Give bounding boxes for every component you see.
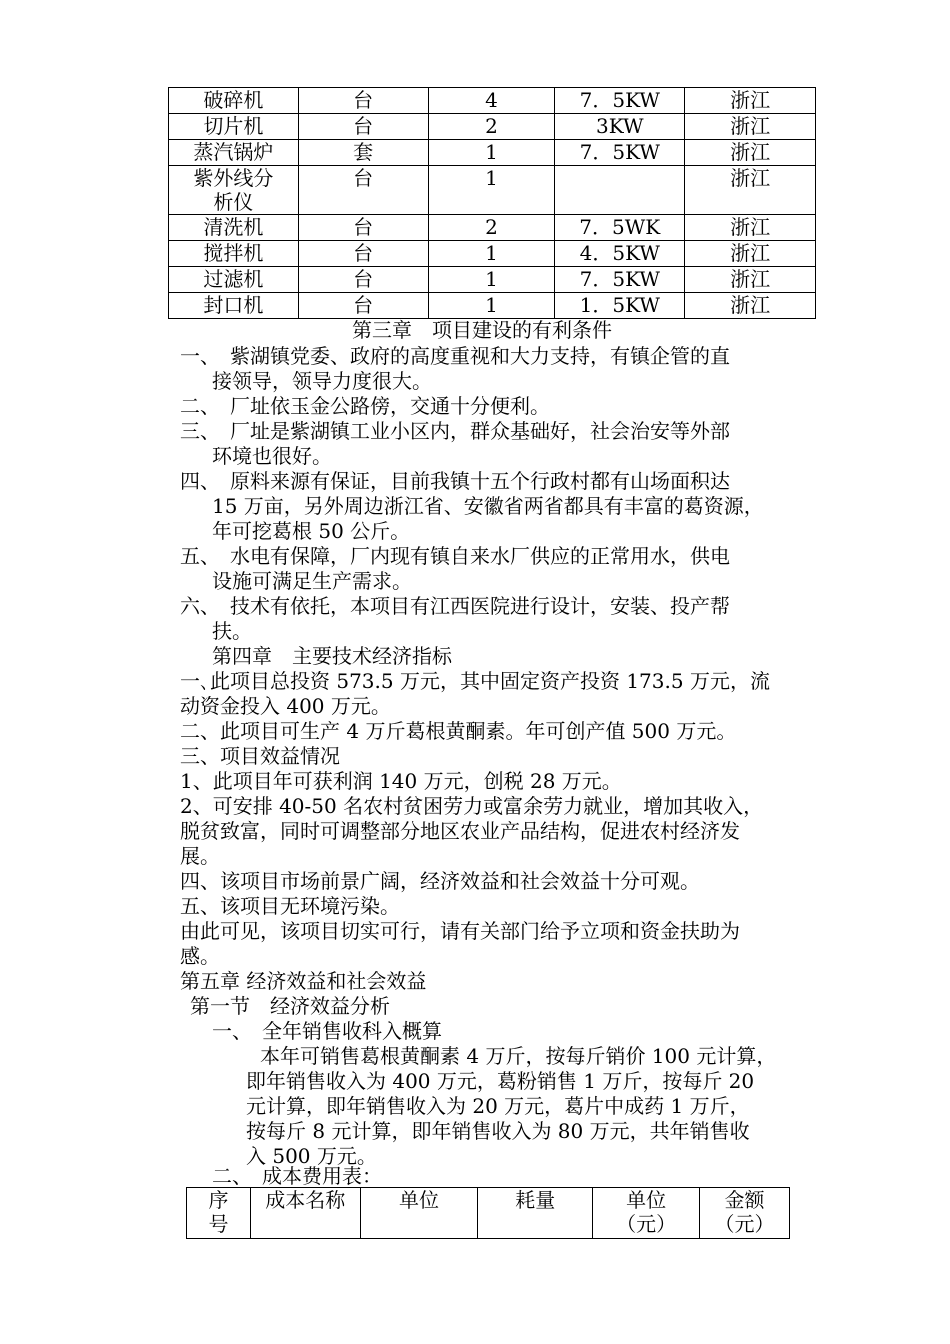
equipment-name-cell: 蒸汽锅炉 — [169, 140, 299, 166]
origin-cell: 浙江 — [685, 241, 816, 267]
power-cell: 7．5WK — [555, 215, 685, 241]
header-cell-cost-name — [250, 1188, 360, 1239]
power-cell: 7．5KW — [555, 140, 685, 166]
header-cell-serial — [187, 1188, 251, 1239]
header-text: （元） — [616, 1212, 677, 1236]
subsection-heading: 二、 成本费用表： — [212, 1164, 382, 1188]
body-text-line: 设施可满足生产需求。 — [212, 569, 412, 593]
body-text-line: 二、 厂址依玉金公路傍，交通十分便利。 — [180, 394, 550, 418]
body-text-line: 脱贫致富，同时可调整部分地区农业产品结构，促进农村经济发 — [180, 819, 740, 843]
unit-cell: 台 — [298, 267, 428, 293]
unit-cell: 台 — [298, 166, 428, 215]
unit-cell: 台 — [298, 88, 428, 114]
equipment-name-line: 紫外线分 — [193, 166, 274, 190]
header-cell-unit-price — [593, 1188, 700, 1239]
header-text: （元） — [714, 1212, 775, 1236]
body-text-line: 动资金投入 400 万元。 — [180, 694, 391, 718]
body-text-line: 展。 — [180, 844, 220, 868]
body-text-line: 四、该项目市场前景广阔，经济效益和社会效益十分可观。 — [180, 869, 700, 893]
header-text: 单位 — [626, 1188, 667, 1212]
header-cell-amount — [700, 1188, 790, 1239]
quantity-cell: 1 — [428, 293, 555, 319]
table-row — [169, 166, 816, 215]
body-text-line: 接领导，领导力度很大。 — [212, 369, 432, 393]
power-cell — [555, 166, 685, 215]
chapter-4-heading: 第四章 主要技术经济指标 — [212, 644, 452, 668]
origin-cell: 浙江 — [685, 88, 816, 114]
origin-cell: 浙江 — [685, 114, 816, 140]
quantity-cell: 2 — [428, 215, 555, 241]
unit-cell: 台 — [298, 241, 428, 267]
origin-cell: 浙江 — [685, 215, 816, 241]
quantity-cell: 2 — [428, 114, 555, 140]
body-text-line: 六、 技术有依托，本项目有江西医院进行设计，安装、投产帮 — [180, 594, 730, 618]
header-text: 单位 — [399, 1188, 440, 1212]
subsection-heading: 一、 全年销售收科入概算 — [212, 1019, 442, 1043]
body-text-line: 由此可见，该项目切实可行，请有关部门给予立项和资金扶助为 — [180, 919, 740, 943]
body-text-line: 2、可安排 40-50 名农村贫困劳力或富余劳力就业，增加其收入， — [180, 794, 764, 818]
header-text: 耗量 — [515, 1188, 556, 1212]
table-row — [169, 267, 816, 293]
chapter-3-heading: 第三章 项目建设的有利条件 — [352, 318, 612, 342]
equipment-name-cell — [169, 166, 299, 215]
origin-cell: 浙江 — [685, 267, 816, 293]
table-row — [169, 88, 816, 114]
header-cell-unit — [360, 1188, 478, 1239]
table-row — [169, 140, 816, 166]
unit-cell: 台 — [298, 215, 428, 241]
table-row — [169, 293, 816, 319]
header-text: 金额 — [724, 1188, 765, 1212]
quantity-cell: 4 — [428, 88, 555, 114]
body-text-line: 按每斤 8 元计算，即年销售收入为 80 万元，共年销售收 — [246, 1119, 750, 1143]
power-cell: 3KW — [555, 114, 685, 140]
body-text-line: 环境也很好。 — [212, 444, 332, 468]
equipment-table — [168, 87, 816, 319]
section-1-heading: 第一节 经济效益分析 — [190, 994, 390, 1018]
body-text-line: 感。 — [180, 944, 220, 968]
equipment-name-line: 析仪 — [213, 190, 254, 214]
unit-cell: 台 — [298, 114, 428, 140]
power-cell: 1．5KW — [555, 293, 685, 319]
power-cell: 7．5KW — [555, 267, 685, 293]
body-text-line: 1、此项目年可获利润 140 万元，创税 28 万元。 — [180, 769, 622, 793]
chapter-5-heading: 第五章 经济效益和社会效益 — [180, 969, 427, 993]
body-text-line: 15 万亩，另外周边浙江省、安徽省两省都具有丰富的葛资源， — [212, 494, 764, 518]
equipment-name-cell: 搅拌机 — [169, 241, 299, 267]
cost-table — [186, 1187, 790, 1239]
body-text-line: 扶。 — [212, 619, 252, 643]
body-text-line: 五、 水电有保障，厂内现有镇自来水厂供应的正常用水，供电 — [180, 544, 730, 568]
origin-cell: 浙江 — [685, 140, 816, 166]
header-cell-consumption — [478, 1188, 593, 1239]
unit-cell: 台 — [298, 293, 428, 319]
origin-cell: 浙江 — [685, 293, 816, 319]
header-text: 序 — [208, 1188, 229, 1212]
quantity-cell: 1 — [428, 166, 555, 215]
equipment-name-cell: 切片机 — [169, 114, 299, 140]
origin-cell: 浙江 — [685, 166, 816, 215]
body-text-line: 一、 紫湖镇党委、政府的高度重视和大力支持，有镇企管的直 — [180, 344, 730, 368]
quantity-cell: 1 — [428, 241, 555, 267]
body-text-line: 一､此项目总投资 573.5 万元，其中固定资产投资 173.5 万元，流 — [180, 669, 770, 693]
body-text-line: 三、项目效益情况 — [180, 744, 340, 768]
power-cell: 7．5KW — [555, 88, 685, 114]
quantity-cell: 1 — [428, 140, 555, 166]
body-text-line: 本年可销售葛根黄酮素 4 万斤，按每斤销价 100 元计算， — [260, 1044, 777, 1068]
body-text-line: 即年销售收入为 400 万元，葛粉销售 1 万斤，按每斤 20 — [246, 1069, 755, 1093]
body-text-line: 元计算，即年销售收入为 20 万元，葛片中成药 1 万斤， — [246, 1094, 750, 1118]
body-text-line: 入 500 万元。 — [246, 1144, 377, 1168]
header-text: 成本名称 — [265, 1188, 346, 1212]
body-text-line: 年可挖葛根 50 公斤。 — [212, 519, 411, 543]
equipment-name-cell: 破碎机 — [169, 88, 299, 114]
header-text: 号 — [208, 1212, 229, 1236]
body-text-line: 三、 厂址是紫湖镇工业小区内，群众基础好，社会治安等外部 — [180, 419, 730, 443]
body-text-line: 四、 原料来源有保证，目前我镇十五个行政村都有山场面积达 — [180, 469, 730, 493]
table-row — [169, 241, 816, 267]
table-header-row — [187, 1188, 790, 1239]
equipment-name-cell: 过滤机 — [169, 267, 299, 293]
table-row — [169, 215, 816, 241]
equipment-name-cell: 封口机 — [169, 293, 299, 319]
equipment-name-cell: 清洗机 — [169, 215, 299, 241]
quantity-cell: 1 — [428, 267, 555, 293]
body-text-line: 二、此项目可生产 4 万斤葛根黄酮素。年可创产值 500 万元。 — [180, 719, 737, 743]
unit-cell: 套 — [298, 140, 428, 166]
power-cell: 4．5KW — [555, 241, 685, 267]
body-text-line: 五、该项目无环境污染。 — [180, 894, 400, 918]
table-row — [169, 114, 816, 140]
